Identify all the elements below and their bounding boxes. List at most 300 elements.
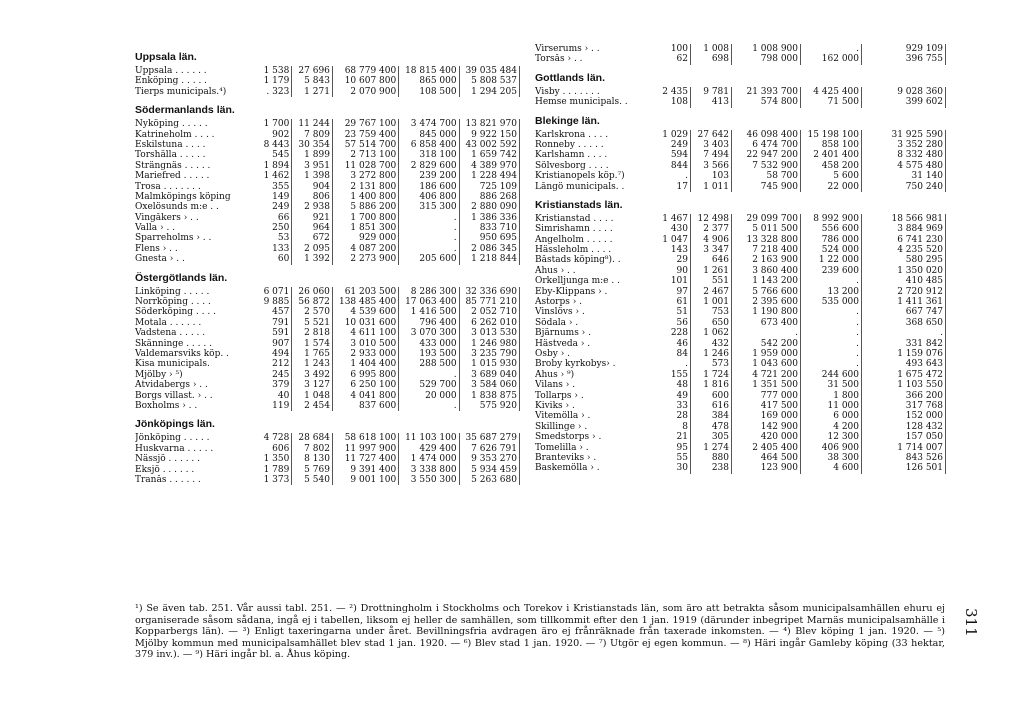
value-cell: .	[399, 233, 459, 243]
value-cell: 21	[648, 432, 691, 442]
value-cell: 6 071	[262, 287, 293, 297]
value-cell: 606	[262, 444, 293, 454]
value-cell: 1 398	[292, 171, 333, 181]
table-row	[535, 255, 953, 265]
value-cell: 478	[691, 422, 732, 432]
table-row	[535, 463, 953, 473]
value-cell: 672	[292, 233, 333, 243]
value-cell: 4 906	[691, 235, 732, 245]
place-name-cell: Malmköpings köping	[135, 191, 231, 202]
place-name-cell: Kristianstad . . . .	[535, 213, 614, 224]
place-name-cell: Kiviks › .	[535, 400, 575, 411]
value-cell: 10 607 800	[333, 76, 399, 86]
value-cell: .	[648, 171, 691, 181]
value-cell: 1 350	[262, 454, 293, 464]
right-table	[535, 44, 953, 474]
table-row	[535, 214, 953, 224]
value-cell: 13 200	[801, 287, 862, 297]
value-cell: 7 809	[292, 130, 333, 140]
table-row	[535, 245, 953, 255]
table-row	[135, 287, 520, 297]
value-cell: 1 700 800	[333, 213, 399, 223]
value-cell: .	[801, 339, 862, 349]
place-name-cell: Skänninge . . . . .	[135, 338, 212, 349]
value-cell: 8	[648, 422, 691, 432]
value-cell: 60	[262, 254, 293, 264]
value-cell: 3 403	[691, 140, 732, 150]
value-cell: 5 843	[292, 76, 333, 86]
section-title: Kristianstads län.	[535, 198, 623, 211]
value-cell: 30	[648, 463, 691, 473]
table-row	[535, 44, 953, 54]
value-cell: 4 087 200	[333, 244, 399, 254]
value-cell: .	[801, 44, 862, 54]
table-row	[135, 202, 520, 212]
value-cell: 902	[262, 130, 293, 140]
value-cell: 40	[262, 391, 293, 401]
value-cell: 143	[648, 245, 691, 255]
value-cell: 1 179	[262, 76, 293, 86]
value-cell: 1 190 800	[732, 307, 801, 317]
value-cell: 5 540	[292, 475, 333, 485]
value-cell: 791	[262, 318, 293, 328]
value-cell: 2 405 400	[732, 443, 801, 453]
value-cell: 1 400 800	[333, 192, 399, 202]
value-cell: 907	[262, 339, 293, 349]
value-cell: 366 200	[862, 391, 946, 401]
value-cell: 964	[292, 223, 333, 233]
table-row	[135, 359, 520, 369]
table-row	[535, 453, 953, 463]
value-cell: 417 500	[732, 401, 801, 411]
value-cell: 142 900	[732, 422, 801, 432]
value-cell: 1 103 550	[862, 380, 946, 390]
place-name-cell: Tomelilla › .	[535, 442, 589, 453]
value-cell: 886 268	[460, 192, 520, 202]
value-cell: 26 060	[292, 287, 333, 297]
value-cell: 2 401 400	[801, 150, 862, 160]
value-cell: 904	[292, 182, 333, 192]
value-cell: 1 574	[292, 339, 333, 349]
table-row	[135, 328, 520, 338]
table-row	[135, 140, 520, 150]
value-cell: 1 261	[691, 266, 732, 276]
value-cell: 97	[648, 287, 691, 297]
value-cell: 1 474 000	[399, 454, 459, 464]
value-cell: 1 959 000	[732, 349, 801, 359]
value-cell: 138 485 400	[333, 297, 399, 307]
value-cell: 9 391 400	[333, 465, 399, 475]
value-cell: 430	[648, 224, 691, 234]
value-cell: 48	[648, 380, 691, 390]
value-cell: 1 228 494	[460, 171, 520, 181]
value-cell: 646	[691, 255, 732, 265]
value-cell: 384	[691, 411, 732, 421]
value-cell: 3 884 969	[862, 224, 946, 234]
value-cell: 594	[648, 150, 691, 160]
place-name-cell: Oxelösunds m:e . .	[135, 202, 219, 213]
value-cell: .	[801, 328, 862, 338]
value-cell: 4 600	[801, 463, 862, 473]
value-cell: 880	[691, 453, 732, 463]
value-cell: 186 600	[399, 182, 459, 192]
value-cell: 90	[648, 266, 691, 276]
value-cell: 1 351 500	[732, 380, 801, 390]
value-cell: 1 789	[262, 465, 293, 475]
value-cell: 245	[262, 370, 293, 380]
value-cell: 1 350 020	[862, 266, 946, 276]
value-cell: 55	[648, 453, 691, 463]
section-title: Jönköpings län.	[135, 418, 215, 431]
value-cell: 123 900	[732, 463, 801, 473]
place-name-cell: Skillinge › .	[535, 421, 588, 432]
value-cell: 1 218 844	[460, 254, 520, 264]
value-cell: 228	[648, 328, 691, 338]
value-cell: 1 724	[691, 370, 732, 380]
value-cell: 57 514 700	[333, 140, 399, 150]
value-cell: 11 244	[292, 119, 333, 129]
value-cell: 3 070 300	[399, 328, 459, 338]
table-row	[135, 244, 520, 254]
place-name-cell: Torsås › . .	[535, 54, 583, 65]
value-cell: 1 851 300	[333, 223, 399, 233]
table-row	[135, 307, 520, 317]
place-name-cell: Virserums › . .	[535, 44, 600, 54]
value-cell: 3 689 040	[460, 370, 520, 380]
place-name-cell: Valla › . .	[135, 223, 176, 234]
value-cell: 5 808 537	[460, 76, 520, 86]
value-cell: 1 404 400	[333, 359, 399, 369]
value-cell: 591	[262, 328, 293, 338]
value-cell: 574 800	[732, 97, 801, 107]
place-name-cell: Simrishamn . . . .	[535, 224, 613, 235]
section-title: Södermanlands län.	[135, 104, 235, 117]
table-row	[135, 130, 520, 140]
value-cell: 1 467	[648, 214, 691, 224]
value-cell: 5 769	[292, 465, 333, 475]
table-row	[535, 422, 953, 432]
value-cell: 30 354	[292, 140, 333, 150]
place-name-cell: Vadstena . . . . .	[135, 328, 206, 339]
value-cell: 433 000	[399, 339, 459, 349]
value-cell: 95	[648, 443, 691, 453]
value-cell: 15 198 100	[801, 130, 862, 140]
value-cell: 152 000	[862, 411, 946, 421]
value-cell: 698	[691, 54, 732, 64]
place-name-cell: Vitemölla › .	[535, 411, 591, 422]
value-cell: 580 295	[862, 255, 946, 265]
value-cell: 1 246	[691, 349, 732, 359]
table-row	[135, 454, 520, 464]
value-cell: 1 22 000	[801, 255, 862, 265]
value-cell: 806	[292, 192, 333, 202]
value-cell: 27 696	[292, 66, 333, 76]
value-cell: 650	[691, 318, 732, 328]
value-cell: 1 246 980	[460, 339, 520, 349]
value-cell: 315 300	[399, 202, 459, 212]
value-cell: 8 443	[262, 140, 293, 150]
value-cell: 843 526	[862, 453, 946, 463]
value-cell: 3 474 700	[399, 119, 459, 129]
value-cell: 56	[648, 318, 691, 328]
value-cell: 5 766 600	[732, 287, 801, 297]
place-name-cell: Huskvarna . . . . .	[135, 443, 214, 454]
place-name-cell: Mjölby › ⁵)	[135, 369, 183, 380]
value-cell: 673 400	[732, 318, 801, 328]
table-row	[535, 140, 953, 150]
value-cell: 399 602	[862, 97, 946, 107]
table-row	[135, 66, 520, 76]
value-cell: 2 454	[292, 401, 333, 411]
value-cell: 5 263 680	[460, 475, 520, 485]
value-cell: 3 347	[691, 245, 732, 255]
place-name-cell: Valdemarsviks köp. .	[135, 348, 229, 359]
value-cell: 750 240	[862, 182, 946, 192]
value-cell: 556 600	[801, 224, 862, 234]
page-number	[958, 600, 984, 640]
table-row	[535, 307, 953, 317]
value-cell: 2 570	[292, 307, 333, 317]
value-cell: 84	[648, 349, 691, 359]
value-cell: 43 002 592	[460, 140, 520, 150]
table-row	[135, 475, 520, 485]
place-name-cell: Ängelholm . . . . .	[535, 234, 613, 245]
value-cell: 31 500	[801, 380, 862, 390]
value-cell: 3 013 530	[460, 328, 520, 338]
place-name-cell: Åtvidabergs › . .	[135, 380, 208, 391]
value-cell: 5 600	[801, 171, 862, 181]
value-cell: 575 920	[460, 401, 520, 411]
value-cell: 4 200	[801, 422, 862, 432]
value-cell: 3 951	[292, 161, 333, 171]
value-cell: 7 218 400	[732, 245, 801, 255]
table-row	[535, 411, 953, 421]
value-cell: 844	[648, 161, 691, 171]
value-cell: 457	[262, 307, 293, 317]
value-cell: 413	[691, 97, 732, 107]
table-row	[535, 370, 953, 380]
table-row	[535, 97, 953, 107]
value-cell: 5 011 500	[732, 224, 801, 234]
value-cell: 410 485	[862, 276, 946, 286]
value-cell: 6 000	[801, 411, 862, 421]
table-row	[135, 192, 520, 202]
value-cell: 600	[691, 391, 732, 401]
value-cell: 1 899	[292, 150, 333, 160]
value-cell: 1 274	[691, 443, 732, 453]
value-cell: 1 294 205	[460, 87, 520, 97]
value-cell: 921	[292, 213, 333, 223]
place-name-cell: Hässleholm . . . .	[535, 245, 612, 256]
table-row	[135, 171, 520, 181]
value-cell: 157 050	[862, 432, 946, 442]
value-cell: 8 992 900	[801, 214, 862, 224]
value-cell: 3 584 060	[460, 380, 520, 390]
value-cell: 28	[648, 411, 691, 421]
value-cell: 238	[691, 463, 732, 473]
value-cell: 12 300	[801, 432, 862, 442]
value-cell: 2 829 600	[399, 161, 459, 171]
value-cell: 8 130	[292, 454, 333, 464]
place-name-cell: Söderköping . . . .	[135, 307, 216, 318]
table-row	[135, 87, 520, 97]
value-cell: 11 000	[801, 401, 862, 411]
value-cell: 1 386 336	[460, 213, 520, 223]
table-row	[135, 391, 520, 401]
table-row	[535, 54, 953, 64]
place-name-cell: Eby-Klippans › .	[535, 286, 608, 297]
value-cell: 35 687 279	[460, 433, 520, 443]
value-cell: 1 659 742	[460, 150, 520, 160]
table-row	[135, 161, 520, 171]
value-cell: 11 103 100	[399, 433, 459, 443]
place-name-cell: Osby › .	[535, 348, 571, 359]
table-row	[535, 328, 953, 338]
value-cell: 2 086 345	[460, 244, 520, 254]
value-cell: 119	[262, 401, 293, 411]
value-cell: 1 373	[262, 475, 293, 485]
place-name-cell: Långö municipals. .	[535, 181, 625, 192]
value-cell: 535 000	[801, 297, 862, 307]
place-name-cell: Boxholms › . .	[135, 400, 198, 411]
value-cell: 1 714 007	[862, 443, 946, 453]
table-row	[535, 432, 953, 442]
place-name-cell: Linköping . . . . .	[135, 286, 210, 297]
value-cell: 406 900	[801, 443, 862, 453]
value-cell: .	[801, 276, 862, 286]
value-cell: .	[399, 370, 459, 380]
value-cell: 46 098 400	[732, 130, 801, 140]
value-cell: 9 028 360	[862, 87, 946, 97]
value-cell: 31 925 590	[862, 130, 946, 140]
section-title: Uppsala län.	[135, 51, 197, 63]
table-row	[535, 266, 953, 276]
value-cell: 126 501	[862, 463, 946, 473]
value-cell: 7 626 791	[460, 444, 520, 454]
place-name-cell: Åhus › ⁹)	[535, 369, 575, 380]
value-cell: 753	[691, 307, 732, 317]
table-row	[135, 380, 520, 390]
place-name-cell: Astorps › .	[535, 297, 583, 308]
table-row	[135, 119, 520, 129]
value-cell: 798 000	[732, 54, 801, 64]
value-cell: 22 000	[801, 182, 862, 192]
value-cell: 13 328 800	[732, 235, 801, 245]
value-cell: 212	[262, 359, 293, 369]
value-cell: 7 532 900	[732, 161, 801, 171]
value-cell: 28 684	[292, 433, 333, 443]
table-row	[135, 401, 520, 411]
value-cell: 2 933 000	[333, 349, 399, 359]
value-cell: 1 800	[801, 391, 862, 401]
value-cell: 545	[262, 150, 293, 160]
value-cell: 4 728	[262, 433, 293, 443]
value-cell: 865 000	[399, 76, 459, 86]
value-cell: 524 000	[801, 245, 862, 255]
place-name-cell: Mariefred . . . . .	[135, 171, 210, 182]
value-cell: 2 377	[691, 224, 732, 234]
place-name-cell: Baskemölla › .	[535, 463, 600, 474]
value-cell: 85 771 210	[460, 297, 520, 307]
value-cell: 101	[648, 276, 691, 286]
value-cell: 368 650	[862, 318, 946, 328]
value-cell: 4 539 600	[333, 307, 399, 317]
table-row	[535, 401, 953, 411]
value-cell: 2 163 900	[732, 255, 801, 265]
value-cell: 7 802	[292, 444, 333, 454]
value-cell: 551	[691, 276, 732, 286]
place-name-cell: Eksjö . . . . . .	[135, 464, 195, 475]
value-cell: 796 400	[399, 318, 459, 328]
value-cell: 1 392	[292, 254, 333, 264]
place-name-cell: Tranås . . . . . .	[135, 474, 201, 485]
table-row	[535, 318, 953, 328]
value-cell: 108 500	[399, 87, 459, 97]
place-name-cell: Tierps municipals.⁴)	[135, 86, 227, 97]
table-row	[135, 339, 520, 349]
value-cell: 128 432	[862, 422, 946, 432]
value-cell: 71 500	[801, 97, 862, 107]
value-cell: 9 353 270	[460, 454, 520, 464]
value-cell: 23 759 400	[333, 130, 399, 140]
value-cell: 1 894	[262, 161, 293, 171]
place-name-cell: Ronneby . . . . .	[535, 139, 604, 150]
table-row	[535, 443, 953, 453]
place-name-cell: Gnesta › . .	[135, 254, 185, 265]
value-cell: 3 127	[292, 380, 333, 390]
place-name-cell: Norrköping . . . .	[135, 297, 211, 308]
table-row	[535, 276, 953, 286]
table-row	[535, 161, 953, 171]
value-cell: 3 550 300	[399, 475, 459, 485]
table-row	[535, 391, 953, 401]
value-cell: .	[648, 359, 691, 369]
value-cell: 2 273 900	[333, 254, 399, 264]
place-name-cell: Nässjö . . . . . .	[135, 454, 201, 465]
value-cell: 3 010 500	[333, 339, 399, 349]
value-cell: 68 779 400	[333, 66, 399, 76]
table-row	[135, 233, 520, 243]
value-cell: 1 159 076	[862, 349, 946, 359]
value-cell: 1 538	[262, 66, 293, 76]
value-cell: .	[732, 328, 801, 338]
value-cell: 2 052 710	[460, 307, 520, 317]
value-cell: 1 047	[648, 235, 691, 245]
place-name-cell: Torshälla . . . . .	[135, 150, 206, 161]
value-cell: 239 600	[801, 266, 862, 276]
value-cell: . 323	[262, 87, 293, 97]
value-cell: .	[801, 359, 862, 369]
value-cell: 33	[648, 401, 691, 411]
value-cell: 1 008	[691, 44, 732, 54]
place-name-cell: Vilans › .	[535, 380, 576, 391]
table-row	[535, 297, 953, 307]
place-name-cell: Flens › . .	[135, 243, 178, 254]
value-cell: 2 720 912	[862, 287, 946, 297]
value-cell: 8 332 480	[862, 150, 946, 160]
value-cell: 149	[262, 192, 293, 202]
value-cell: 2 880 090	[460, 202, 520, 212]
value-cell: 1 001	[691, 297, 732, 307]
table-row	[535, 287, 953, 297]
section-title: Östergötlands län.	[135, 271, 228, 284]
table-row	[135, 433, 520, 443]
table-row	[535, 339, 953, 349]
value-cell: .	[862, 328, 946, 338]
value-cell: 2 131 800	[333, 182, 399, 192]
place-name-cell: Karlshamn . . . .	[535, 150, 608, 161]
table-row	[535, 235, 953, 245]
